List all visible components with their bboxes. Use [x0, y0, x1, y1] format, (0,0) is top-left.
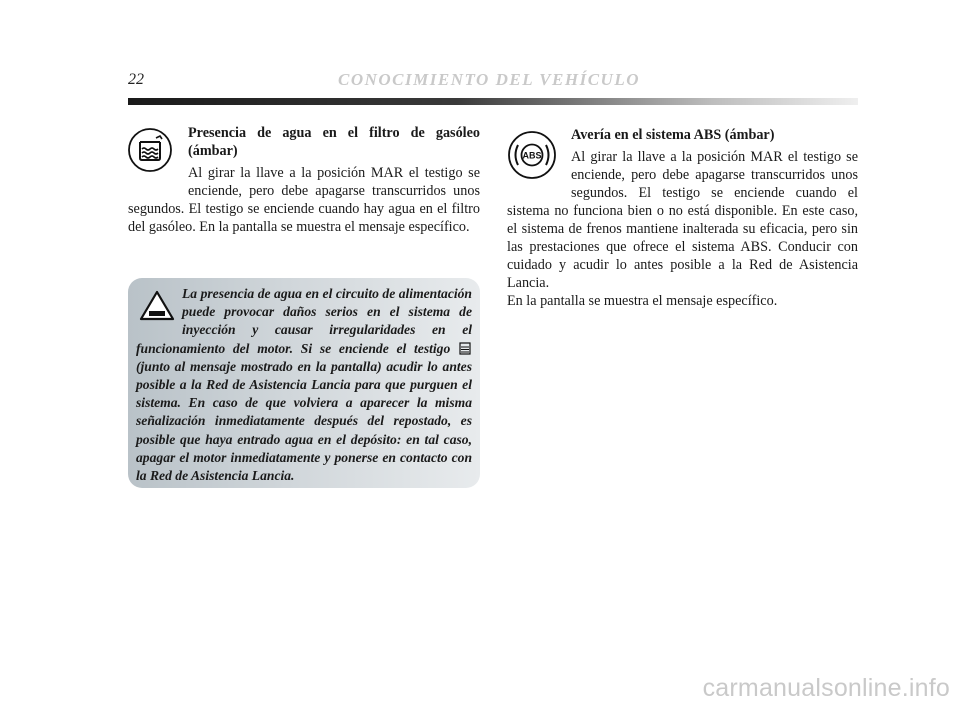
right-body-2: En la pantalla se muestra el mensaje específico. — [507, 293, 778, 309]
abs-icon-label: ABS — [522, 150, 542, 161]
header-rule — [128, 98, 858, 105]
warning-box — [128, 278, 480, 488]
watermark: carmanualsonline.info — [702, 674, 950, 702]
warning-text — [136, 285, 472, 485]
warning-text-after: (junto al mensaje mostrado en la pantalla) acudir lo antes posible a la Red de Asistencia Lancia para que purguen el sistema. En caso de que volviera a aparecer la misma señalización inmediatamente después del repostado, es posible que haya entrado agua en el depósito: en tal caso, apagar el motor inmediatamente y ponerse en contacto con la Red de Asistencia Lancia. — [136, 358, 472, 484]
warning-text-before: La presencia de agua en el circuito de alimentación puede provocar daños serios en el sistema de inyección y causar irregularidades en el funcionamiento del motor. Si se enciende el testigo — [136, 286, 472, 356]
left-heading: Presencia de agua en el filtro de gasóleo (ámbar) — [188, 125, 480, 159]
page-number: 22 — [128, 71, 144, 88]
warning-triangle-icon — [136, 285, 182, 329]
right-column — [507, 126, 858, 310]
abs-icon — [507, 126, 571, 188]
right-heading: Avería en el sistema ABS (ámbar) — [571, 127, 775, 143]
right-body: Al girar la llave a la posición MAR el testigo se enciende, pero debe apagarse transcurridos unos segundos. El testigo se enciende cuando el sistema no funciona bien o no está disponible. En este caso, el sistema de frenos mantiene inalterada su eficacia, pero sin las prestaciones que ofrece el sistema ABS. Conducir con cuidado y acudir lo antes posible a la Red de Asistencia Lancia. — [507, 149, 858, 291]
left-body: Al girar la llave a la posición MAR el testigo se enciende, pero debe apagarse transcurridos unos segundos. El testigo se enciende cuando hay agua en el filtro del gasóleo. En la pantalla se muestra el mensaje específico. — [128, 165, 480, 235]
water-in-fuel-filter-icon — [128, 124, 188, 186]
left-column — [128, 124, 480, 236]
section-title: CONOCIMIENTO DEL VEHÍCULO — [338, 70, 640, 89]
water-in-fuel-filter-icon — [459, 342, 471, 355]
